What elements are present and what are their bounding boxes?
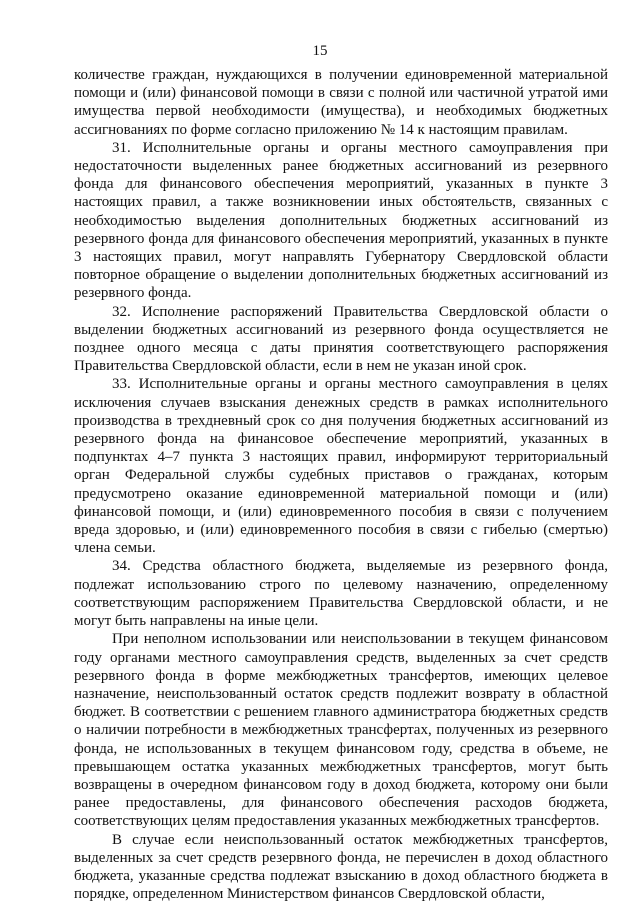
document-body — [74, 66, 608, 903]
paragraph-item-31: 31. Исполнительные органы и органы местного самоуправления при недостаточности выделенных ранее бюджетных ассигнований из резервного фонда для финансового обеспечения мероприятий, указанных в пункте 3 настоящих правил, а также возникновении иных обстоятельств, связанных с необходимостью выделения дополнительных бюджетных ассигнований из резервного фонда для финансового обеспечения мероприятий, указанных в пункте 3 настоящих правил, могут направлять Губернатору Свердловской области повторное обращение о выделении дополнительных бюджетных ассигнований из резервного фонда. — [74, 139, 608, 302]
paragraph-item-34: 34. Средства областного бюджета, выделяемые из резервного фонда, подлежат использованию строго по целевому назначению, определенному соответствующим распоряжением Правительства Свердловской области, и не могут быть направлены на иные цели. — [74, 558, 608, 630]
paragraph-recovery: В случае если неиспользованный остаток межбюджетных трансфертов, выделенных за счет средств резервного фонда, не перечислен в доход областного бюджета, указанные средства подлежат взысканию в доход областного бюджета в порядке, определенном Министерством финансов Свердловской области, — [74, 831, 608, 903]
paragraph-item-33: 33. Исполнительные органы и органы местного самоуправления в целях исключения случаев взыскания денежных средств в рамках исполнительного производства в трехдневный срок со дня получения бюджетных ассигнований из резервного фонда на финансовое обеспечение мероприятий, указанных в подпунктах 4–7 пункта 3 настоящих правил, информируют территориальный орган Федеральной службы судебных приставов о гражданах, которым предусмотрено оказание единовременной материальной помощи и (или) финансовой помощи, и (или) единовременного пособия в связи с получением вреда здоровью, и (или) единовременного пособия в связи с гибелью (смертью) члена семьи. — [74, 376, 608, 557]
paragraph-unused-funds: При неполном использовании или неиспользовании в текущем финансовом году органами местного самоуправления средств, выделенных за счет средств резервного фонда в форме межбюджетных трансфертов, имеющих целевое назначение, неиспользованный остаток средств подлежит возврату в областной бюджет. В соответствии с решением главного администратора бюджетных средств о наличии потребности в межбюджетных трансфертах, полученных из резервного фонда, не использованных в текущем финансовом году, средства в объеме, не превышающем остатка указанных межбюджетных трансфертов, могут быть возвращены в очередном финансовом году в доход бюджета, которому они были ранее предоставлены, для финансового обеспечения расходов бюджета, соответствующих целям предоставления указанных межбюджетных трансфертов. — [74, 631, 608, 830]
paragraph-item-32: 32. Исполнение распоряжений Правительства Свердловской области о выделении бюджетных ассигнований из резервного фонда осуществляется не позднее одного месяца с даты принятия соответствующего распоряжения Правительства Свердловской области, если в нем не указан иной срок. — [74, 303, 608, 375]
page-number: 15 — [312, 43, 328, 59]
paragraph-continuation: количестве граждан, нуждающихся в получении единовременной материальной помощи и (или) финансовой помощи в связи с полной или частичной утратой ими имущества первой необходимости (имущества), и необходимых бюджетных ассигнованиях по форме согласно приложению № 14 к настоящим правилам. — [74, 67, 608, 138]
